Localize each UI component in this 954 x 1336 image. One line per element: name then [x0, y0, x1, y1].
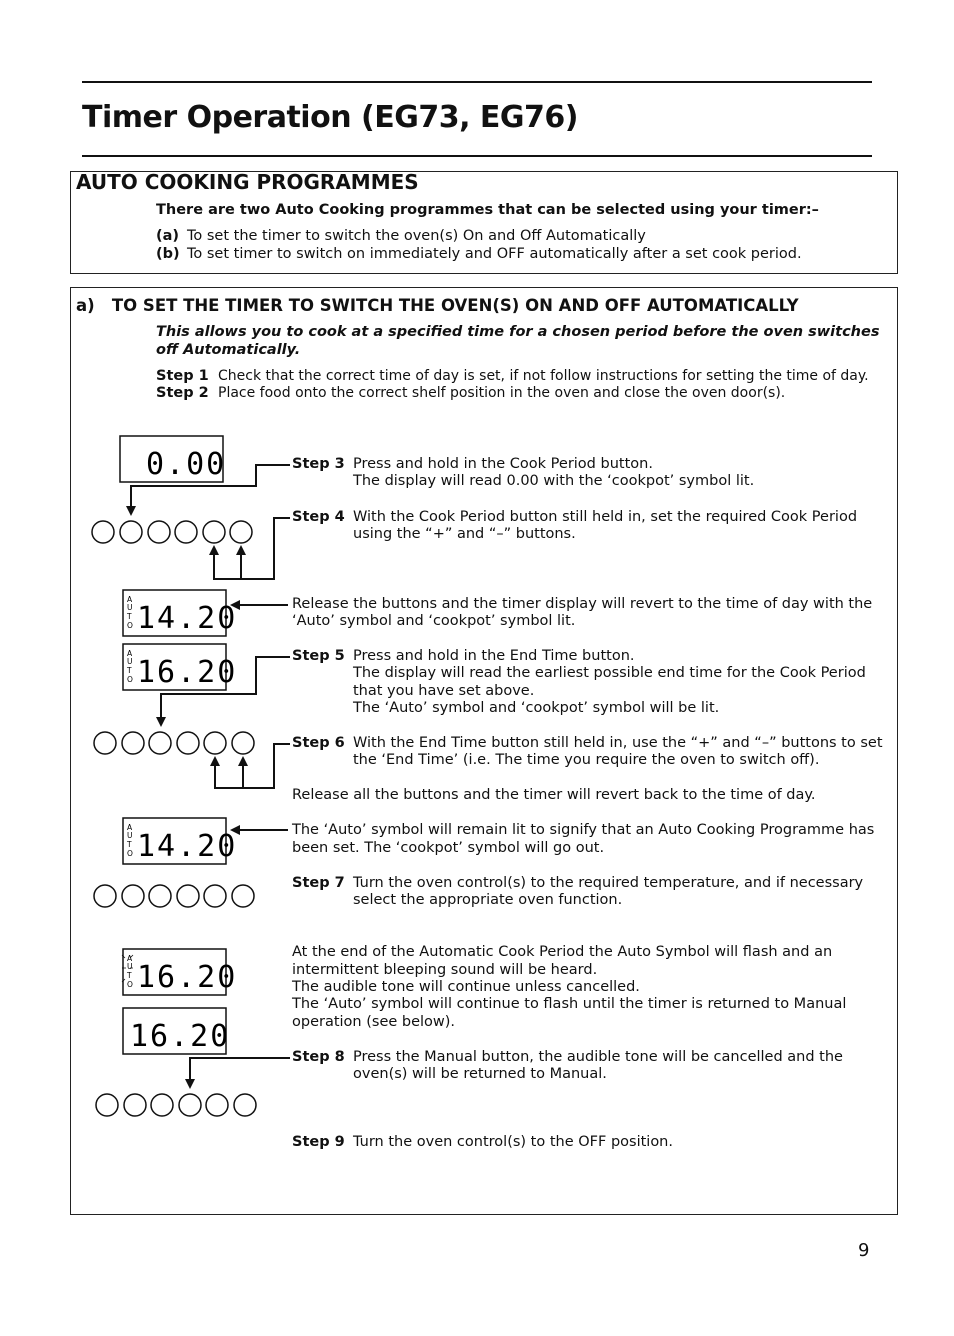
svg-text:T: T	[127, 971, 132, 980]
svg-text:A: A	[127, 649, 133, 658]
step1-label: Step 1	[156, 368, 209, 384]
step6-line1: With the End Time button still held in, use the “+” and “–” buttons to set	[353, 735, 883, 751]
step5-line1: Press and hold in the End Time button.	[353, 648, 635, 664]
timer-button	[94, 732, 116, 754]
timer-button	[151, 1094, 173, 1116]
timer-button	[179, 1094, 201, 1116]
timer-button	[203, 521, 225, 543]
timer-button	[122, 885, 144, 907]
svg-text:U: U	[127, 831, 133, 840]
svg-text:O: O	[127, 621, 133, 630]
step3-label: Step 3	[292, 456, 345, 472]
button-row-4	[96, 1094, 256, 1116]
step2-label: Step 2	[156, 385, 209, 401]
timer-button	[175, 521, 197, 543]
section-a-intro-1: This allows you to cook at a specified time for a chosen period before the oven switches	[156, 324, 880, 340]
step9-text: Turn the oven control(s) to the OFF position.	[353, 1134, 673, 1150]
svg-text:U: U	[127, 657, 133, 666]
timer-button	[230, 521, 252, 543]
page-number: 9	[858, 1240, 870, 1261]
lcd-display-1-value: 0.00	[146, 447, 227, 482]
step5-line2: The display will read the earliest possible end time for the Cook Period	[353, 665, 866, 681]
auto-lit-line2: been set. The ‘cookpot’ symbol will go out.	[292, 840, 605, 856]
step5-line3: that you have set above.	[353, 683, 535, 699]
lcd-display-2	[123, 590, 237, 636]
timer-button	[96, 1094, 118, 1116]
end-line4: The ‘Auto’ symbol will continue to flash until the timer is returned to Manual	[292, 996, 847, 1012]
step8-label: Step 8	[292, 1049, 345, 1065]
svg-text:O: O	[127, 675, 133, 684]
step8-line1: Press the Manual button, the audible tone will be cancelled and the	[353, 1049, 843, 1065]
lcd-display-1	[120, 436, 226, 482]
lcd-display-4-value: 14.20	[137, 829, 238, 864]
button-row-1	[92, 521, 252, 543]
timer-button	[232, 885, 254, 907]
svg-text:T: T	[127, 612, 132, 621]
timer-button	[234, 1094, 256, 1116]
svg-text:O: O	[127, 980, 133, 989]
release2-text: Release all the buttons and the timer will revert back to the time of day.	[292, 787, 816, 803]
timer-button	[177, 885, 199, 907]
auto-lit-line1: The ‘Auto’ symbol will remain lit to signify that an Auto Cooking Programme has	[292, 822, 875, 838]
timer-button	[177, 732, 199, 754]
step6-label: Step 6	[292, 735, 345, 751]
button-row-3	[94, 885, 254, 907]
step7-label: Step 7	[292, 875, 345, 891]
step7-line2: select the appropriate oven function.	[353, 892, 623, 908]
end-line2: intermittent bleeping sound will be heard.	[292, 962, 598, 978]
lcd-display-4	[123, 818, 237, 864]
step5-line4: The ‘Auto’ symbol and ‘cookpot’ symbol will be lit.	[353, 700, 720, 716]
svg-text:T: T	[127, 666, 132, 675]
lcd-display-5-value: 16.20	[137, 960, 238, 995]
end-line5: operation (see below).	[292, 1014, 456, 1030]
timer-button	[124, 1094, 146, 1116]
lcd-display-3	[123, 644, 237, 690]
step3-line2: The display will read 0.00 with the ‘cookpot’ symbol lit.	[353, 473, 755, 489]
button-row-2	[94, 732, 254, 754]
step7-line1: Turn the oven control(s) to the required temperature, and if necessary	[353, 875, 864, 891]
timer-button	[232, 732, 254, 754]
timer-button	[204, 885, 226, 907]
release1-line2: ‘Auto’ symbol and ‘cookpot’ symbol lit.	[292, 613, 576, 629]
intro-heading: AUTO COOKING PROGRAMMES	[76, 170, 419, 194]
step1-text: Check that the correct time of day is set, if not follow instructions for setting the time of day.	[218, 368, 869, 384]
intro-lead: There are two Auto Cooking programmes that can be selected using your timer:–	[156, 202, 819, 218]
step5-label: Step 5	[292, 648, 345, 664]
svg-text:U: U	[127, 962, 133, 971]
lcd-display-2-value: 14.20	[137, 601, 238, 636]
lcd-display-6	[123, 1008, 230, 1054]
svg-text:T: T	[127, 840, 132, 849]
step2-text: Place food onto the correct shelf position in the oven and close the oven door(s).	[218, 385, 786, 401]
step3-line1: Press and hold in the Cook Period button.	[353, 456, 653, 472]
timer-button	[149, 885, 171, 907]
timer-button	[120, 521, 142, 543]
step8-line2: oven(s) will be returned to Manual.	[353, 1066, 607, 1082]
release1-line1: Release the buttons and the timer display will revert to the time of day with the	[292, 596, 873, 612]
section-a-heading: a) TO SET THE TIMER TO SWITCH THE OVEN(S) ON AND OFF AUTOMATICALLY	[76, 296, 799, 315]
timer-button	[148, 521, 170, 543]
svg-text:A: A	[127, 823, 133, 832]
intro-item-a-text: To set the timer to switch the oven(s) On and Off Automatically	[187, 228, 646, 244]
svg-text:O: O	[127, 849, 133, 858]
step4-line1: With the Cook Period button still held in, set the required Cook Period	[353, 509, 858, 525]
step4-line2: using the “+” and “–” buttons.	[353, 526, 576, 542]
end-line3: The audible tone will continue unless cancelled.	[292, 979, 640, 995]
page-title: Timer Operation (EG73, EG76)	[82, 100, 578, 135]
lcd-display-3-value: 16.20	[137, 655, 238, 690]
step9-label: Step 9	[292, 1134, 345, 1150]
svg-text:A: A	[127, 954, 133, 963]
svg-text:U: U	[127, 603, 133, 612]
step4-label: Step 4	[292, 509, 345, 525]
intro-item-b-tag: (b)	[156, 246, 180, 262]
lcd-display-5	[122, 949, 237, 995]
timer-button	[204, 732, 226, 754]
svg-text:A: A	[127, 595, 133, 604]
intro-item-a-tag: (a)	[156, 228, 180, 244]
timer-button	[206, 1094, 228, 1116]
timer-button	[92, 521, 114, 543]
step6-line2: the ‘End Time’ (i.e. The time you require the oven to switch off).	[353, 752, 820, 768]
timer-button	[122, 732, 144, 754]
timer-button	[149, 732, 171, 754]
end-line1: At the end of the Automatic Cook Period the Auto Symbol will flash and an	[292, 944, 833, 960]
section-a-intro-2: off Automatically.	[156, 342, 301, 358]
lcd-display-6-value: 16.20	[130, 1019, 231, 1054]
timer-button	[94, 885, 116, 907]
intro-item-b-text: To set timer to switch on immediately and OFF automatically after a set cook period.	[187, 246, 802, 262]
